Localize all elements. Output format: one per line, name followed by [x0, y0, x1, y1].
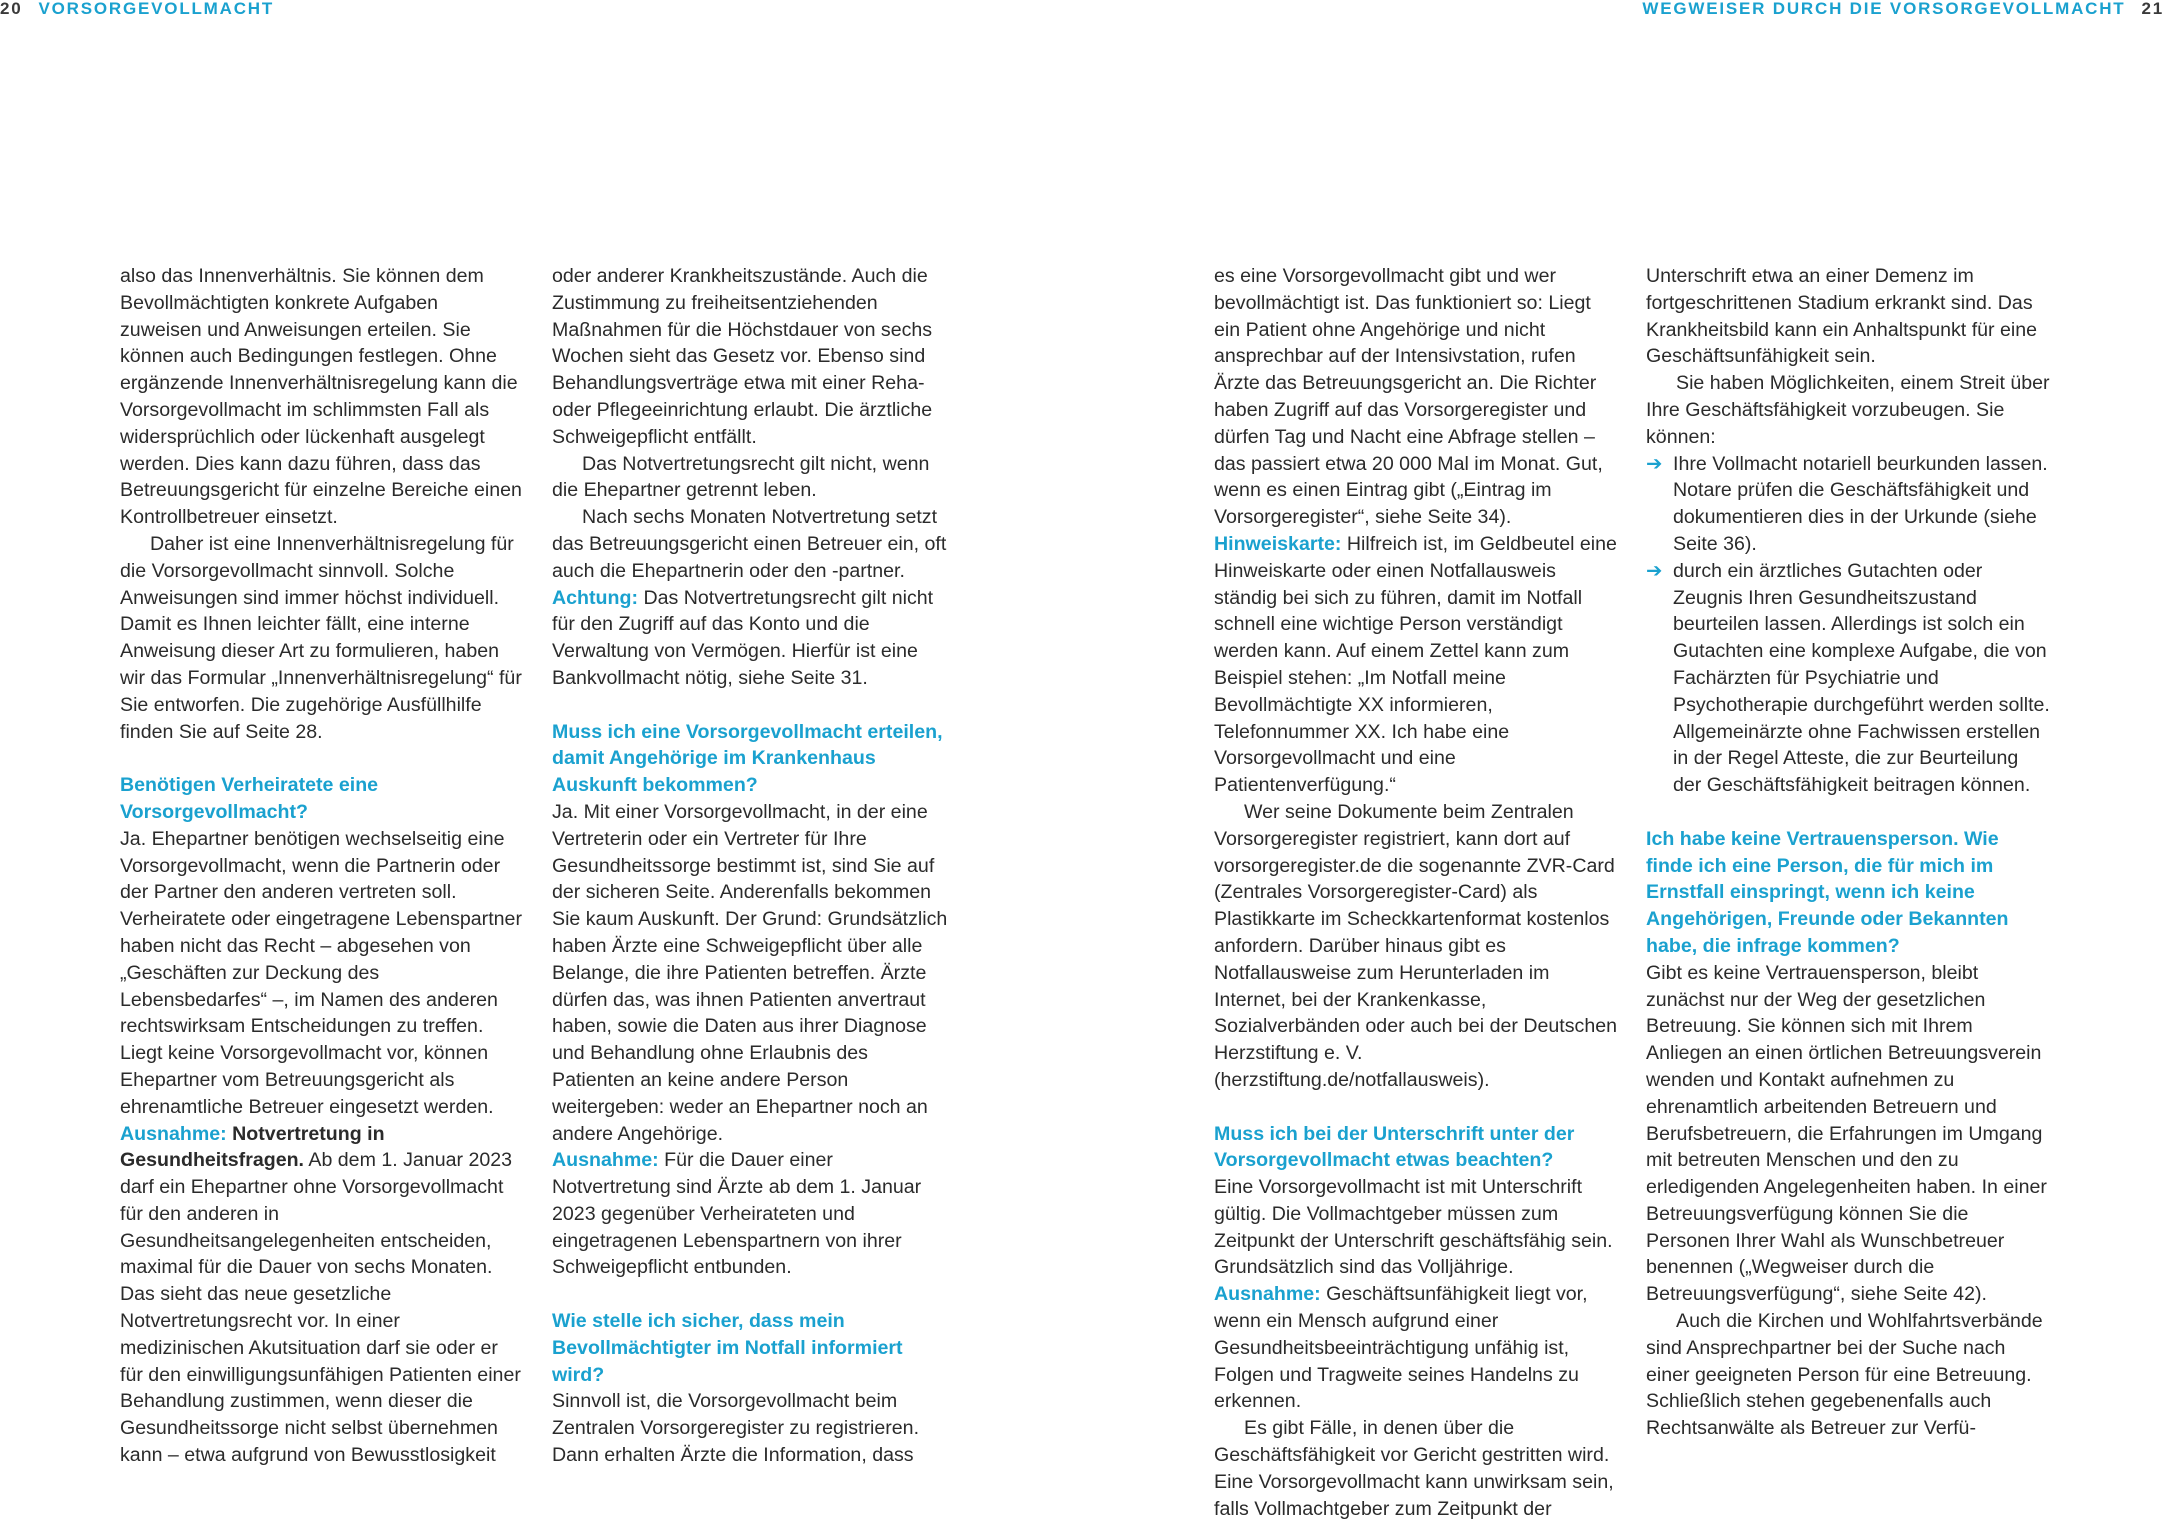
right-running-title: WEGWEISER DURCH DIE VORSORGEVOLLMACHT	[1642, 0, 2126, 18]
paragraph-text: Ab dem 1. Januar 2023 darf ein Ehepartner ohne Vorsorgevollmacht für den anderen in Gesundheitsangelegenheiten entscheiden, maximal für die Dauer von sechs Monaten. Das sieht das neue gesetzliche Notvertretungsrecht vor. In einer medizinischen Akutsituation darf sie oder er für den einwilligungsunfähigen Patienten einer Behandlung zustimmen, wenn dieser die Gesundheitssorge nicht selbst übernehmen kann – etwa aufgrund von Bewusstlosigkeit	[120, 1149, 521, 1467]
left-page-number: 20	[0, 0, 23, 18]
right-running-head	[1642, 0, 2164, 18]
keyword-label: Hinweiskarte:	[1214, 532, 1342, 555]
paragraph-hint	[1214, 531, 1618, 799]
paragraph: Ja. Ehepartner benötigen wechselseitig eine Vorsorgevollmacht, wenn die Partnerin oder der Partner den anderen vertreten soll. Verheiratete oder eingetragene Lebenspartner haben nicht das Recht – abgesehen von „Geschäften zur Deckung des Lebensbedarfes“ –, im Namen des anderen rechtswirksam Entscheidungen zu treffen. Liegt keine Vorsorgevollmacht vor, können Ehepartner vom Betreuungsgericht als ehrenamtliche Betreuer eingesetzt werden.	[120, 827, 522, 1118]
arrow-bullet-icon: ➔	[1646, 559, 1663, 582]
keyword-label: Achtung:	[552, 586, 638, 609]
keyword-label: Ausnahme:	[552, 1149, 659, 1172]
paragraph-text: Das Notvertretungsrecht gilt nicht für den Zugriff auf das Konto und die Verwaltung von Vermögen. Hierfür ist eine Bankvollmacht nötig, siehe Seite 31.	[552, 586, 934, 689]
paragraph: also das Innenverhältnis. Sie können dem Bevollmächtigten konkrete Aufgaben zuweisen und Anweisungen erteilen. Sie können auch Bedingungen festlegen. Ohne ergänzende Innenverhältnisregelung kann die Vorsorgevollmacht im schlimmsten Fall als widersprüchlich oder lückenhaft ausgelegt werden. Dies kann dazu führen, dass das Betreuungsgericht für einzelne Bereiche einen Kontrollbetreuer einsetzt.	[120, 265, 522, 529]
paragraph: Wer seine Dokumente beim Zentralen Vorsorgeregister registriert, kann dort auf vorsorgeregister.de die sogenannte ZVR-Card (Zentrales Vorsorgeregister-Card) als Plastikkarte im Scheckkartenformat kostenlos anfordern. Darüber hinaus gibt es Notfallausweise zum Herunterladen im Internet, bei der Krankenkasse, Sozialverbänden oder auch bei der Deutschen Herzstiftung e. V. (herzstiftung.de/notfallausweis).	[1214, 800, 1618, 1091]
paragraph-exception	[552, 1147, 956, 1281]
bullet-text: Ihre Vollmacht notariell beurkunden lassen. Notare prüfen die Geschäftsfähigkeit und dokumentieren dies in der Urkunde (siehe Seite 36).	[1673, 452, 2048, 555]
bullet-text: durch ein ärztliches Gutachten oder Zeugnis Ihren Gesundheitszustand beurteilen lassen. Allerdings ist solch ein Gutachten eine komplexe Aufgabe, die von Fachärzten für Psychiatrie und Psychotherapie durchgeführt werden sollte. Allgemeinärzte ohne Fachwissen erstellen in der Regel Atteste, die zur Beurteilung der Geschäftsfähigkeit beitragen können.	[1673, 559, 2050, 797]
column-4	[1646, 263, 2050, 1442]
paragraph: Daher ist eine Innenverhältnisregelung für die Vorsorgevollmacht sinnvoll. Solche Anweisungen sind immer höchst individuell. Damit es Ihnen leichter fällt, eine interne Anweisung dieser Art zu formulieren, haben wir das Formular „Innenverhältnisregelung“ für Sie entworfen. Die zugehörige Ausfüllhilfe finden Sie auf Seite 28.	[120, 532, 522, 743]
paragraph-text: Geschäftsunfähigkeit liegt vor, wenn ein Mensch aufgrund einer Gesundheitsbeeinträchtigung unfähig ist, Folgen und Tragweite seines Handelns zu erkennen.	[1214, 1283, 1588, 1413]
paragraph-exception	[120, 1121, 524, 1469]
left-running-head	[0, 0, 274, 18]
keyword-label: Ausnahme:	[120, 1122, 227, 1145]
paragraph: Eine Vorsorgevollmacht ist mit Unterschrift gültig. Die Vollmachtgeber müssen zum Zeitpunkt der Unterschrift geschäftsfähig sein. Grundsätzlich sind das Volljährige.	[1214, 1176, 1613, 1279]
question-heading: Benötigen Verheiratete eine Vorsorgevollmacht?	[120, 774, 379, 823]
paragraph-text: Hilfreich ist, im Geldbeutel eine Hinweiskarte oder einen Notfallausweis ständig bei sich zu führen, damit im Notfall schnell eine wichtige Person verständigt werden kann. Auf einem Zettel kann zum Beispiel stehen: „Im Notfall meine Bevollmächtigte XX informieren, Telefonnummer XX. Ich habe eine Vorsorgevollmacht und eine Patientenverfügung.“	[1214, 532, 1617, 797]
paragraph: es eine Vorsorgevollmacht gibt und wer bevollmächtigt ist. Das funktioniert so: Liegt ein Patient ohne Angehörige und nicht ansprechbar auf der Intensivstation, rufen Ärzte das Betreuungsgericht an. Die Richter haben Zugriff auf das Vorsorgeregister und dürfen Tag und Nacht eine Abfrage stellen – das passiert etwa 20 000 Mal im Monat. Gut, wenn es einen Eintrag gibt („Eintrag im Vorsorgeregister“, siehe Seite 34).	[1214, 265, 1603, 529]
paragraph: Auch die Kirchen und Wohlfahrtsverbände sind Ansprechpartner bei der Suche nach einer geeigneten Person für eine Betreuung. Schließlich stehen gegebenenfalls auch Rechtsanwälte als Betreuer zur Verfü-	[1646, 1310, 2043, 1440]
column-2	[552, 263, 956, 1469]
bullet-item	[1646, 451, 2050, 558]
column-3	[1214, 263, 1618, 1522]
paragraph: Ja. Mit einer Vorsorgevollmacht, in der eine Vertreterin oder ein Vertreter für Ihre Gesundheitssorge bestimmt ist, sind Sie auf der sicheren Seite. Anderenfalls bekommen Sie kaum Auskunft. Der Grund: Grundsätzlich haben Ärzte eine Schweigepflicht über alle Belange, die ihre Patienten betreffen. Ärzte dürfen das, was ihnen Patienten anvertraut haben, sowie die Daten aus ihrer Diagnose und Behandlung ohne Erlaubnis des Patienten an keine andere Person weitergeben: weder an Ehepartner noch an andere Angehörige.	[552, 800, 948, 1145]
keyword-label: Ausnahme:	[1214, 1283, 1321, 1306]
paragraph-exception	[1214, 1281, 1618, 1415]
bold-phrase: Notvertretung in Gesundheitsfragen.	[120, 1122, 385, 1172]
paragraph: Sinnvoll ist, die Vorsorgevollmacht beim Zentralen Vorsorgeregister zu registrieren. Dann erhalten Ärzte die Information, dass	[552, 1390, 920, 1467]
right-page-number: 21	[2141, 0, 2164, 18]
left-running-title: VORSORGEVOLLMACHT	[38, 0, 275, 18]
paragraph: Unterschrift etwa an einer Demenz im fortgeschrittenen Stadium erkrankt sind. Das Krankheitsbild kann ein Anhaltspunkt für eine Geschäftsunfähigkeit sein.	[1646, 265, 2038, 368]
column-1	[120, 263, 524, 1469]
arrow-bullet-icon: ➔	[1646, 452, 1663, 475]
paragraph-warning	[552, 585, 956, 692]
paragraph: Das Notvertretungsrecht gilt nicht, wenn die Ehepartner getrennt leben.	[552, 452, 930, 502]
paragraph: Nach sechs Monaten Notvertretung setzt das Betreuungsgericht einen Betreuer ein, oft auch die Ehepartnerin oder den -partner.	[552, 506, 947, 582]
paragraph-text: Für die Dauer einer Notvertretung sind Ärzte ab dem 1. Januar 2023 gegenüber Verheirateten und eingetragenen Lebenspartnern von ihrer Schweigepflicht entbunden.	[552, 1149, 922, 1279]
bullet-item	[1646, 558, 2050, 799]
paragraph: Es gibt Fälle, in denen über die Geschäftsfähigkeit vor Gericht gestritten wird. Eine Vorsorgevollmacht kann unwirksam sein, falls Vollmachtgeber zum Zeitpunkt der	[1214, 1417, 1614, 1520]
paragraph: oder anderer Krankheitszustände. Auch die Zustimmung zu freiheitsentziehenden Maßnahmen für die Höchstdauer von sechs Wochen sieht das Gesetz vor. Ebenso sind Behandlungsverträge etwa mit einer Reha- oder Pflegeeinrichtung erlaubt. Die ärztliche Schweigepflicht entfällt.	[552, 265, 933, 448]
paragraph: Sie haben Möglichkeiten, einem Streit über Ihre Geschäftsfähigkeit vorzubeugen. Sie können:	[1646, 372, 2050, 448]
paragraph: Gibt es keine Vertrauensperson, bleibt zunächst nur der Weg der gesetzlichen Betreuung. Sie können sich mit Ihrem Anliegen an einen örtlichen Betreuungsverein wenden und Kontakt aufnehmen zu ehrenamtlich arbeitenden Betreuern und Berufsbetreuern, die Erfahrungen im Umgang mit betreuten Menschen und den zu erledigenden Angelegenheiten haben. In einer Betreuungsverfügung können Sie die Personen Ihrer Wahl als Wunschbetreuer benennen („Wegweiser durch die Betreuungsverfügung“, siehe Seite 42).	[1646, 961, 2047, 1306]
question-heading: Muss ich bei der Unterschrift unter der Vorsorgevollmacht etwas beachten?	[1214, 1122, 1575, 1172]
question-heading: Ich habe keine Vertrauensperson. Wie finde ich eine Person, die für mich im Ernstfall einspringt, wenn ich keine Angehörigen, Freunde oder Bekannten habe, die infrage kommen?	[1646, 827, 2009, 957]
question-heading: Wie stelle ich sicher, dass mein Bevollmächtigter im Notfall informiert wird?	[552, 1310, 903, 1386]
question-heading: Muss ich eine Vorsorgevollmacht erteilen, damit Angehörige im Krankenhaus Auskunft bekommen?	[552, 720, 943, 797]
